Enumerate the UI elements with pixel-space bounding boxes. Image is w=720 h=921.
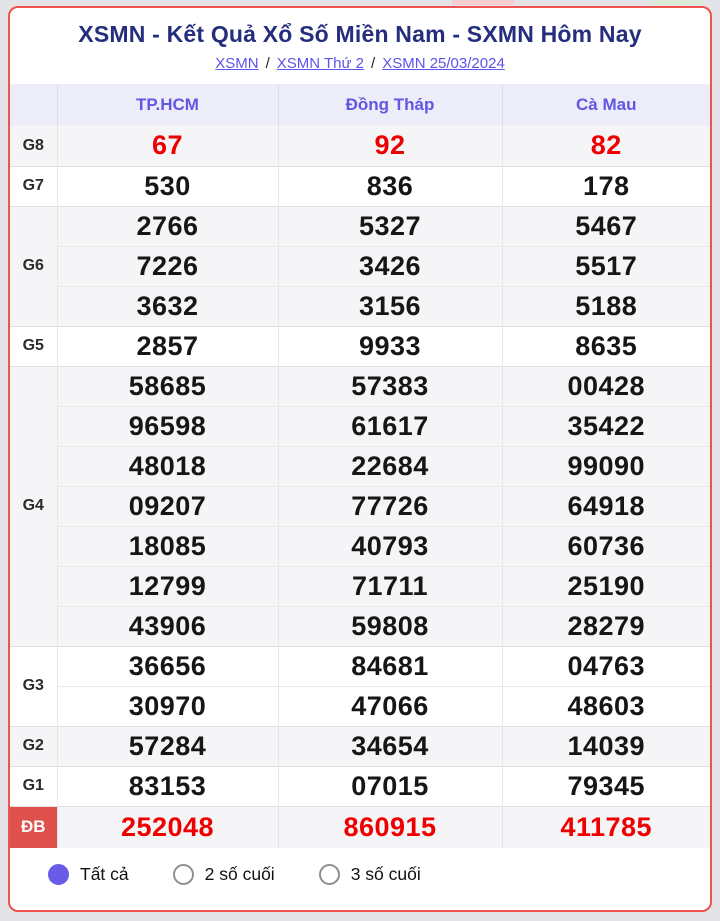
result-row-g6-1 — [10, 206, 710, 246]
breadcrumb-link-2[interactable]: XSMN Thứ 2 — [276, 55, 365, 72]
result-number-g2-col3: 14039 — [502, 726, 710, 766]
prize-label-g2: G2 — [10, 726, 57, 766]
result-row-g5-1 — [10, 326, 710, 366]
result-number-g6-col2-row3: 3156 — [278, 286, 502, 326]
prize-label-g6: G6 — [10, 206, 57, 326]
result-number-g4-col2-row7: 59808 — [278, 606, 502, 646]
result-number-g7-col1: 530 — [57, 166, 278, 206]
result-row-g6-2 — [10, 246, 710, 286]
radio-unselected-icon[interactable] — [319, 864, 340, 885]
prize-label-g3: G3 — [10, 646, 57, 726]
results-table — [10, 84, 710, 848]
column-header-empty — [10, 84, 57, 126]
result-number-g3-col3-row1: 04763 — [502, 646, 710, 686]
result-number-g8-col3: 82 — [502, 126, 710, 166]
result-number-g4-col3-row3: 99090 — [502, 446, 710, 486]
result-number-g6-col1-row1: 2766 — [57, 206, 278, 246]
filter-option-2[interactable] — [173, 864, 275, 885]
result-number-g6-col3-row1: 5467 — [502, 206, 710, 246]
result-row-g3-1 — [10, 646, 710, 686]
result-row-g4-3 — [10, 446, 710, 486]
result-row-g4-6 — [10, 566, 710, 606]
result-number-g4-col2-row1: 57383 — [278, 366, 502, 406]
breadcrumb — [10, 55, 710, 72]
result-number-đb-col2: 860915 — [278, 806, 502, 848]
result-row-g4-4 — [10, 486, 710, 526]
result-row-g2-1 — [10, 726, 710, 766]
result-number-g4-col1-row5: 18085 — [57, 526, 278, 566]
column-header-3: Cà Mau — [502, 84, 710, 126]
result-number-g4-col3-row6: 25190 — [502, 566, 710, 606]
result-number-g1-col3: 79345 — [502, 766, 710, 806]
page-title: XSMN - Kết Quả Xổ Số Miền Nam - SXMN Hôm Nay — [78, 21, 642, 47]
prize-label-g5: G5 — [10, 326, 57, 366]
prize-label-g8: G8 — [10, 126, 57, 166]
result-number-g5-col2: 9933 — [278, 326, 502, 366]
result-number-g6-col3-row3: 5188 — [502, 286, 710, 326]
result-number-g3-col2-row1: 84681 — [278, 646, 502, 686]
result-row-g4-5 — [10, 526, 710, 566]
filter-options — [10, 848, 710, 885]
result-number-đb-col3: 411785 — [502, 806, 710, 848]
result-number-g6-col1-row3: 3632 — [57, 286, 278, 326]
prize-label-g7: G7 — [10, 166, 57, 206]
page-background-fragment-green — [652, 0, 702, 5]
breadcrumb-separator: / — [371, 55, 376, 72]
result-row-g6-3 — [10, 286, 710, 326]
result-number-g4-col1-row1: 58685 — [57, 366, 278, 406]
result-number-g4-col3-row2: 35422 — [502, 406, 710, 446]
result-number-g4-col3-row1: 00428 — [502, 366, 710, 406]
page-background-fragment-pink — [452, 0, 514, 5]
column-header-2: Đồng Tháp — [278, 84, 502, 126]
prize-label-g4: G4 — [10, 366, 57, 646]
result-number-g3-col1-row2: 30970 — [57, 686, 278, 726]
result-number-g4-col1-row2: 96598 — [57, 406, 278, 446]
prize-label-g1: G1 — [10, 766, 57, 806]
result-number-g6-col3-row2: 5517 — [502, 246, 710, 286]
result-number-g3-col3-row2: 48603 — [502, 686, 710, 726]
result-number-đb-col1: 252048 — [57, 806, 278, 848]
results-table-body — [10, 126, 710, 848]
result-number-g7-col3: 178 — [502, 166, 710, 206]
result-number-g3-col2-row2: 47066 — [278, 686, 502, 726]
result-row-g4-7 — [10, 606, 710, 646]
result-number-g4-col1-row3: 48018 — [57, 446, 278, 486]
radio-unselected-icon[interactable] — [173, 864, 194, 885]
result-number-g7-col2: 836 — [278, 166, 502, 206]
result-number-g6-col2-row2: 3426 — [278, 246, 502, 286]
result-number-g1-col2: 07015 — [278, 766, 502, 806]
result-number-g2-col1: 57284 — [57, 726, 278, 766]
filter-option-1[interactable] — [48, 864, 129, 885]
result-number-g4-col1-row4: 09207 — [57, 486, 278, 526]
radio-selected-icon[interactable] — [48, 864, 69, 885]
column-header-1: TP.HCM — [57, 84, 278, 126]
result-number-g6-col2-row1: 5327 — [278, 206, 502, 246]
result-row-g3-2 — [10, 686, 710, 726]
result-number-g6-col1-row2: 7226 — [57, 246, 278, 286]
result-row-g4-2 — [10, 406, 710, 446]
result-number-g4-col2-row4: 77726 — [278, 486, 502, 526]
filter-option-label: Tất cả — [80, 864, 129, 884]
result-number-g4-col3-row7: 28279 — [502, 606, 710, 646]
result-number-g1-col1: 83153 — [57, 766, 278, 806]
result-number-g8-col2: 92 — [278, 126, 502, 166]
result-number-g4-col1-row7: 43906 — [57, 606, 278, 646]
breadcrumb-link-1[interactable]: XSMN — [215, 55, 259, 72]
breadcrumb-link-3[interactable]: XSMN 25/03/2024 — [382, 55, 505, 72]
result-number-g2-col2: 34654 — [278, 726, 502, 766]
prize-label-đb: ĐB — [10, 806, 57, 848]
result-number-g4-col2-row5: 40793 — [278, 526, 502, 566]
filter-option-3[interactable] — [319, 864, 421, 885]
result-row-đb-1 — [10, 806, 710, 848]
result-number-g3-col1-row1: 36656 — [57, 646, 278, 686]
result-number-g8-col1: 67 — [57, 126, 278, 166]
lottery-results-card — [8, 6, 712, 912]
result-number-g4-col2-row2: 61617 — [278, 406, 502, 446]
result-row-g4-1 — [10, 366, 710, 406]
result-number-g4-col1-row6: 12799 — [57, 566, 278, 606]
result-row-g7-1 — [10, 166, 710, 206]
result-row-g8-1 — [10, 126, 710, 166]
result-number-g4-col2-row6: 71711 — [278, 566, 502, 606]
filter-option-label: 3 số cuối — [350, 864, 421, 884]
result-number-g5-col1: 2857 — [57, 326, 278, 366]
result-number-g4-col3-row5: 60736 — [502, 526, 710, 566]
filter-option-label: 2 số cuối — [204, 864, 275, 884]
result-number-g5-col3: 8635 — [502, 326, 710, 366]
result-number-g4-col2-row3: 22684 — [278, 446, 502, 486]
table-header-row — [10, 84, 710, 126]
breadcrumb-separator: / — [265, 55, 270, 72]
result-row-g1-1 — [10, 766, 710, 806]
result-number-g4-col3-row4: 64918 — [502, 486, 710, 526]
